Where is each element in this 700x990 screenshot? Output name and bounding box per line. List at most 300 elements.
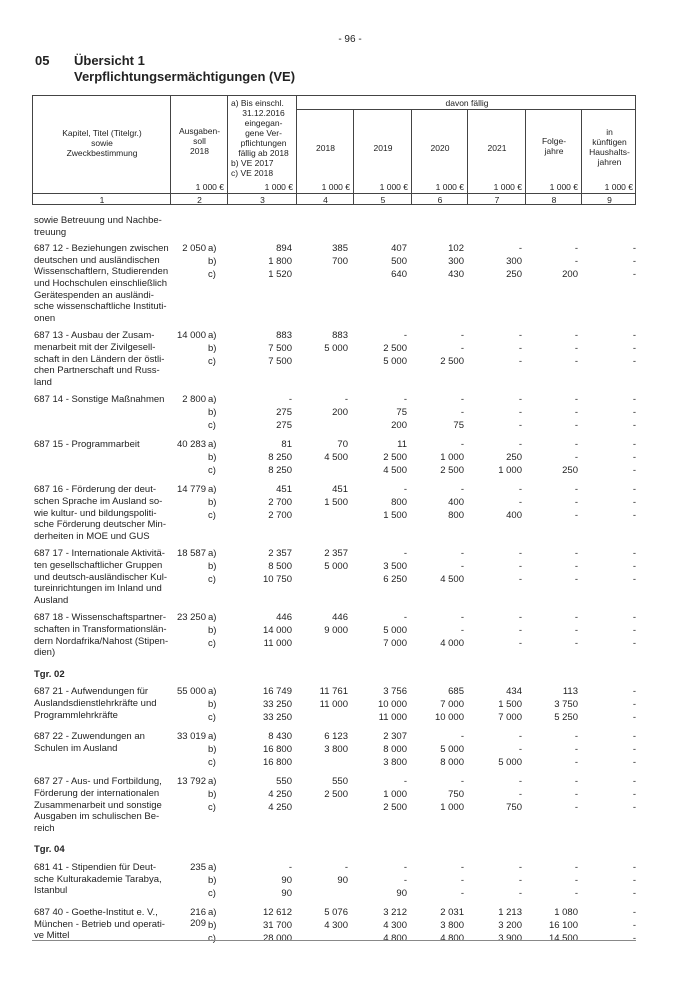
value-cell: 500 [391, 256, 407, 268]
row-label: b) [208, 256, 217, 268]
header-text-line: Folge- [541, 136, 567, 146]
value-cell: 7 000 [440, 699, 464, 711]
value-cell: 4 500 [440, 574, 464, 586]
header-kuenftige-jahre [582, 127, 637, 167]
value-cell: - [460, 731, 464, 743]
value-cell: 3 500 [383, 561, 407, 573]
value-cell: - [574, 497, 578, 509]
title-group-label: Tgr. 04 [34, 844, 65, 856]
row-label: b) [208, 744, 217, 756]
value-cell: 16 800 [262, 757, 292, 769]
value-cell: - [518, 420, 522, 432]
value-cell: 250 [562, 465, 578, 477]
value-cell: 11 000 [378, 712, 407, 724]
value-cell: 113 [562, 686, 578, 698]
value-cell: 550 [332, 776, 348, 788]
value-cell: 451 [276, 484, 292, 496]
value-cell: - [518, 243, 522, 255]
ausgabensoll-value: 14 000 [176, 330, 206, 342]
davon-faellig-label: davon fällig [445, 98, 489, 108]
value-cell: 102 [448, 243, 464, 255]
value-cell: - [518, 638, 522, 650]
value-cell: 33 250 [262, 699, 292, 711]
value-cell: - [574, 394, 578, 406]
value-cell: 5 000 [498, 757, 522, 769]
value-cell: 7 000 [498, 712, 522, 724]
header-column-number: 7 [494, 195, 500, 205]
value-cell: - [632, 933, 636, 944]
ausgabensoll-value: 14 779 [176, 484, 206, 496]
value-cell: - [632, 439, 636, 451]
row-label: c) [208, 757, 216, 769]
value-cell: 11 761 [319, 686, 348, 698]
value-cell: - [632, 731, 636, 743]
value-cell: - [460, 561, 464, 573]
description-line: Schulen im Ausland [34, 743, 118, 754]
value-cell: 550 [276, 776, 292, 788]
value-cell: 685 [448, 686, 464, 698]
value-cell: 7 500 [268, 356, 292, 368]
value-cell: 2 700 [268, 497, 292, 509]
value-cell: 250 [506, 452, 522, 464]
row-label: a) [208, 484, 217, 496]
value-cell: 10 000 [377, 699, 407, 711]
description-line: 687 21 - Aufwendungen für [34, 686, 149, 698]
value-cell: - [574, 875, 578, 886]
value-cell: - [403, 862, 407, 873]
ausgabensoll-value: 33 019 [176, 731, 206, 743]
row-label: b) [208, 561, 217, 573]
description-line: reich [34, 822, 55, 834]
value-cell: 700 [332, 256, 348, 268]
value-cell: 2 500 [383, 802, 407, 814]
value-cell: 4 250 [268, 802, 292, 814]
value-cell: 5 076 [324, 907, 348, 918]
value-cell: 8 250 [268, 452, 292, 464]
description-line: Förderung der internationalen [34, 788, 160, 799]
value-cell: - [632, 420, 636, 432]
value-cell: - [574, 625, 578, 637]
description-line: 687 17 - Internationale Aktivitä- [34, 548, 165, 560]
value-cell: 11 000 [319, 699, 348, 711]
header-unit: 1 000 € [195, 182, 224, 192]
value-cell: 75 [396, 407, 407, 419]
value-cell: 800 [391, 497, 407, 509]
value-cell: - [632, 574, 636, 586]
header-unit: 1 000 € [264, 182, 293, 192]
value-cell: - [632, 638, 636, 650]
section-title: Übersicht 1 [74, 53, 145, 68]
header-divider [297, 109, 635, 110]
ausgabensoll-value: 18 587 [176, 548, 206, 560]
value-cell: 10 000 [434, 712, 464, 724]
description-line: tureinrichtungen im Inland und [34, 583, 162, 595]
value-cell: - [460, 407, 464, 419]
bottom-rule [32, 940, 636, 941]
value-cell: - [460, 394, 464, 406]
value-cell: 3 750 [554, 699, 578, 711]
description-line: 687 15 - Programmarbeit [34, 439, 140, 451]
value-cell: 2 500 [440, 356, 464, 368]
header-divider [33, 193, 635, 194]
value-cell: 300 [506, 256, 522, 268]
row-label: b) [208, 789, 217, 801]
header-unit: 1 000 € [549, 182, 578, 192]
row-label: c) [208, 802, 216, 814]
value-cell: 3 800 [383, 757, 407, 769]
value-cell: - [518, 574, 522, 586]
description-line: sche Förderung deutscher Min- [34, 519, 167, 531]
description-line: sowie Betreuung und Nachbe- [34, 215, 162, 226]
row-label: a) [208, 731, 217, 743]
value-cell: 5 000 [324, 561, 348, 573]
header-text-line: fällig ab 2018 [238, 148, 289, 158]
value-cell: - [460, 875, 464, 886]
value-cell: - [518, 484, 522, 496]
value-cell: - [632, 920, 636, 931]
value-cell: 11 [397, 439, 407, 451]
value-cell: - [518, 875, 522, 886]
value-cell: 275 [276, 407, 292, 419]
value-cell: - [518, 888, 522, 899]
description-line: Wissenschaftlern, Studierenden [34, 266, 169, 278]
value-cell: 1 500 [498, 699, 522, 711]
row-label: b) [208, 625, 217, 637]
table-header [32, 95, 636, 205]
header-text-line: eingegan- [244, 118, 283, 128]
description-line: Ausland [34, 594, 69, 606]
header-text-line: jahre [544, 146, 564, 156]
value-cell: - [632, 776, 636, 788]
value-cell: - [460, 888, 464, 899]
value-cell: 2 700 [268, 510, 292, 522]
value-cell: 16 749 [262, 686, 292, 698]
value-cell: - [344, 862, 348, 873]
value-cell: 11 000 [263, 638, 292, 650]
value-cell: 250 [506, 269, 522, 281]
value-cell: 2 357 [324, 548, 348, 560]
header-year: 2021 [487, 143, 507, 153]
value-cell: 1 000 [440, 452, 464, 464]
value-cell: 75 [453, 420, 464, 432]
value-cell: - [518, 497, 522, 509]
value-cell: 2 031 [440, 907, 464, 918]
value-cell: - [632, 356, 636, 368]
header-text-line: in [606, 127, 613, 137]
value-cell: - [632, 243, 636, 255]
value-cell: - [574, 574, 578, 586]
value-cell: - [632, 343, 636, 355]
row-label: a) [208, 862, 217, 873]
value-cell: 4 300 [383, 920, 407, 931]
value-cell: 2 500 [383, 343, 407, 355]
header-text-line: Zweckbestimmung [66, 148, 138, 158]
value-cell: 8 000 [440, 757, 464, 769]
value-cell: - [518, 343, 522, 355]
header-unit: 1 000 € [321, 182, 350, 192]
description-line: schen Sprache im Ausland so- [34, 496, 163, 507]
value-cell: - [632, 612, 636, 624]
value-cell: 407 [391, 243, 407, 255]
header-unit: 1 000 € [435, 182, 464, 192]
header-column-number: 4 [323, 195, 328, 205]
value-cell: - [518, 356, 522, 368]
value-cell: - [632, 256, 636, 268]
value-cell: 2 500 [324, 789, 348, 801]
value-cell: - [518, 439, 522, 451]
value-cell: 1 213 [498, 907, 522, 918]
header-folgejahre [526, 136, 582, 156]
description-line: ten gesellschaftlicher Gruppen [34, 560, 163, 571]
description-line: Gerätespenden an ausländi- [34, 289, 154, 301]
row-label: c) [208, 574, 216, 586]
value-cell: - [632, 686, 636, 698]
row-label: a) [208, 548, 217, 560]
header-text-line: c) VE 2018 [231, 168, 274, 178]
value-cell: - [518, 407, 522, 419]
header-text-line: gene Ver- [245, 128, 282, 138]
value-cell: 3 200 [498, 920, 522, 931]
header-ausgabensoll [171, 126, 228, 156]
header-column-number: 8 [551, 195, 557, 205]
value-cell: - [518, 394, 522, 406]
value-cell: - [574, 452, 578, 464]
row-label: b) [208, 699, 217, 711]
value-cell: - [460, 612, 464, 624]
value-cell: 90 [337, 875, 348, 886]
value-cell: 4 800 [440, 933, 464, 944]
section-subtitle: Verpflichtungsermächtigungen (VE) [74, 69, 296, 84]
value-cell: 200 [332, 407, 348, 419]
value-cell: - [574, 420, 578, 432]
value-cell: 4 500 [383, 465, 407, 477]
row-label: b) [208, 407, 217, 419]
value-cell: - [460, 330, 464, 342]
description-line: deutschen und ausländischen [34, 254, 160, 266]
header-column-number: 6 [437, 195, 443, 205]
row-label: a) [208, 612, 217, 624]
value-cell: - [460, 343, 464, 355]
value-cell: 16 100 [548, 920, 578, 931]
value-cell: 3 800 [440, 920, 464, 931]
value-cell: 1 500 [383, 510, 407, 522]
value-cell: 8 000 [383, 744, 407, 756]
row-label: b) [208, 875, 217, 886]
value-cell: 300 [448, 256, 464, 268]
value-cell: 3 800 [324, 744, 348, 756]
value-cell: - [403, 330, 407, 342]
description-line: 687 40 - Goethe-Institut e. V., [34, 907, 158, 918]
row-label: c) [208, 888, 216, 899]
value-cell: - [518, 731, 522, 743]
value-cell: - [632, 789, 636, 801]
description-line: 687 13 - Ausbau der Zusam- [34, 330, 155, 342]
header-text-line: 2018 [190, 146, 209, 156]
value-cell: 2 500 [383, 452, 407, 464]
value-cell: - [632, 548, 636, 560]
value-cell: 6 250 [383, 574, 407, 586]
description-line: 687 14 - Sonstige Maßnahmen [34, 394, 165, 406]
value-cell: 8 250 [268, 465, 292, 477]
value-cell: 7 500 [268, 343, 292, 355]
value-cell: - [403, 776, 407, 788]
value-cell: - [460, 439, 464, 451]
value-cell: - [574, 744, 578, 756]
value-cell: 434 [506, 686, 522, 698]
page-number: - 96 - [338, 34, 362, 45]
value-cell: - [632, 699, 636, 711]
header-text-line: Kapitel, Titel (Titelgr.) [62, 128, 142, 138]
value-cell: - [632, 875, 636, 886]
value-cell: - [403, 484, 407, 496]
description-line: sche Kulturakademie Tarabya, [34, 873, 162, 885]
value-cell: - [518, 548, 522, 560]
value-cell: 1 000 [383, 789, 407, 801]
value-cell: 81 [281, 439, 292, 451]
row-label: a) [208, 439, 217, 451]
value-cell: 70 [337, 439, 348, 451]
ausgabensoll-value: 2 050 [182, 243, 206, 255]
description-line: menarbeit mit der Zivilgesell- [34, 342, 156, 353]
value-cell: - [518, 625, 522, 637]
value-cell: 446 [332, 612, 348, 624]
description-line: München - Betrieb und operati- [34, 918, 165, 930]
row-label: b) [208, 452, 217, 464]
value-cell: - [632, 712, 636, 724]
value-cell: - [460, 484, 464, 496]
value-cell: 28 000 [262, 933, 292, 944]
value-cell: 5 250 [554, 712, 578, 724]
description-line: und Hochschulen einschließlich [34, 278, 168, 289]
value-cell: - [518, 862, 522, 873]
value-cell: - [574, 776, 578, 788]
value-cell: - [574, 439, 578, 451]
value-cell: - [632, 452, 636, 464]
value-cell: - [632, 862, 636, 873]
ausgabensoll-value: 13 792 [176, 776, 206, 788]
value-cell: 6 123 [324, 731, 348, 743]
description-line: onen [34, 312, 56, 324]
description-line: chen Partnerschaft und Russ- [34, 365, 160, 377]
value-cell: - [403, 875, 407, 886]
description-line: Auslandsdienstlehrkräfte und [34, 698, 157, 709]
description-line: Programmlehrkräfte [34, 709, 118, 721]
value-cell: - [574, 356, 578, 368]
header-text-line: jahren [597, 157, 622, 167]
value-cell: 3 900 [498, 933, 522, 944]
value-cell: - [574, 407, 578, 419]
description-line: 681 41 - Stipendien für Deut- [34, 862, 156, 873]
value-cell: 14 500 [548, 933, 578, 944]
value-cell: 31 700 [262, 920, 292, 931]
description-line: und deutsch-ausländischer Kul- [34, 571, 168, 583]
value-cell: 430 [448, 269, 464, 281]
value-cell: - [518, 561, 522, 573]
value-cell: - [288, 862, 292, 873]
header-year: 2018 [316, 143, 335, 153]
header-verpflichtungen [231, 98, 296, 178]
value-cell: - [632, 888, 636, 899]
value-cell: - [632, 484, 636, 496]
row-label: b) [208, 343, 217, 355]
value-cell: 894 [276, 243, 292, 255]
value-cell: 4 800 [383, 933, 407, 944]
header-unit: 1 000 € [604, 182, 633, 192]
value-cell: 90 [281, 888, 292, 899]
header-kapitel [33, 128, 171, 158]
value-cell: - [460, 776, 464, 788]
value-cell: 12 612 [262, 907, 292, 918]
value-cell: - [344, 394, 348, 406]
value-cell: 2 500 [440, 465, 464, 477]
value-cell: - [574, 330, 578, 342]
value-cell: - [460, 625, 464, 637]
row-label: a) [208, 330, 217, 342]
value-cell: - [632, 465, 636, 477]
value-cell: 8 430 [268, 731, 292, 743]
row-label: c) [208, 712, 216, 724]
row-label: b) [208, 497, 217, 509]
title-group-label: Tgr. 02 [34, 668, 65, 680]
row-label: a) [208, 686, 217, 698]
row-label: c) [208, 933, 216, 944]
value-cell: 800 [448, 510, 464, 522]
section-number: 05 [35, 53, 50, 68]
value-cell: 4 000 [440, 638, 464, 650]
value-cell: - [574, 484, 578, 496]
value-cell: - [574, 510, 578, 522]
header-column-number: 1 [99, 195, 105, 205]
value-cell: - [574, 862, 578, 873]
value-cell: 640 [391, 269, 407, 281]
value-cell: 1 800 [268, 256, 292, 268]
value-cell: - [518, 744, 522, 756]
value-cell: - [403, 548, 407, 560]
description-line: Ausgaben im schulischen Be- [34, 811, 160, 823]
description-line: Zusammenarbeit und sonstige [34, 799, 162, 811]
value-cell: - [632, 269, 636, 281]
description-line: wie kultur- und bildungspoliti- [34, 507, 157, 519]
value-cell: 5 000 [324, 343, 348, 355]
value-cell: - [574, 243, 578, 255]
value-cell: 16 800 [262, 744, 292, 756]
value-cell: 750 [506, 802, 522, 814]
row-label: a) [208, 394, 217, 406]
value-cell: - [518, 776, 522, 788]
value-cell: - [574, 548, 578, 560]
row-label: c) [208, 465, 216, 477]
description-line: 687 12 - Beziehungen zwischen [34, 243, 169, 255]
value-cell: 5 000 [440, 744, 464, 756]
row-label: a) [208, 907, 217, 918]
header-column-number: 2 [197, 195, 202, 205]
header-column-number: 9 [607, 195, 612, 205]
value-cell: 1 000 [498, 465, 522, 477]
value-cell: - [574, 731, 578, 743]
value-cell: - [632, 330, 636, 342]
value-cell: 4 300 [324, 920, 348, 931]
ausgabensoll-value: 55 000 [176, 686, 206, 698]
value-cell: 275 [276, 420, 292, 432]
value-cell: - [518, 612, 522, 624]
value-cell: - [574, 612, 578, 624]
header-text-line: Ausgaben- [178, 126, 221, 136]
value-cell: - [632, 907, 636, 918]
value-cell: 400 [506, 510, 522, 522]
description-line: Istanbul [34, 885, 68, 897]
description-line: derheiten in MOE und GUS [34, 530, 150, 542]
value-cell: - [288, 394, 292, 406]
